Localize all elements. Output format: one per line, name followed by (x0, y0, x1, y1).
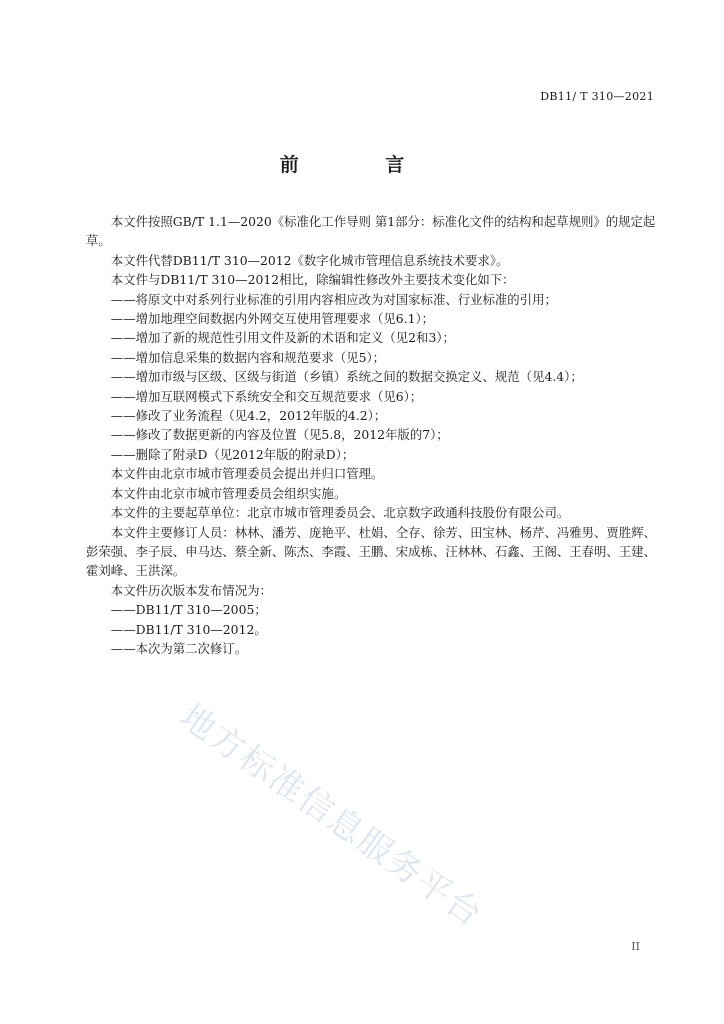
history-item: ——DB11/T 310—2005； (110, 602, 267, 618)
history-item: ——本次为第二次修订。 (110, 640, 248, 656)
paragraph-proposer: 本文件由北京市城市管理委员会提出并归口管理。 (110, 466, 384, 482)
paragraph-replaces: 本文件代替DB11/T 310—2012《数字化城市管理信息系统技术要求》。 (110, 252, 509, 268)
foreword-body (86, 212, 656, 658)
change-item: ——修改了业务流程（见4.2，2012年版的4.2）； (110, 408, 387, 424)
paragraph-drafting-units: 本文件的主要起草单位：北京市城市管理委员会、北京数字政通科技股份有限公司。 (110, 505, 570, 521)
paragraph-drafting-rules: 本文件按照GB/T 1.1—2020《标准化工作导则 第1部分：标准化文件的结构和起草规则》的规定起草。 (86, 214, 656, 249)
change-item: ——增加互联网模式下系统安全和交互规范要求（见6）； (110, 388, 423, 404)
history-item: ——DB11/T 310—2012。 (110, 621, 267, 637)
change-item: ——修改了数据更新的内容及位置（见5.8，2012年版的7）； (110, 427, 449, 443)
change-item: ——将原文中对系列行业标准的引用内容相应改为对国家标准、行业标准的引用； (110, 291, 557, 307)
paragraph-changes-intro: 本文件与DB11/T 310—2012相比，除编辑性修改外主要技术变化如下： (110, 272, 515, 288)
change-item: ——增加市级与区级、区级与街道（乡镇）系统之间的数据交换定义、规范（见4.4）； (110, 369, 583, 385)
paragraph-history-intro: 本文件历次版本发布情况为： (110, 582, 272, 598)
page-number: II (631, 940, 640, 953)
change-item: ——增加信息采集的数据内容和规范要求（见5）； (110, 349, 386, 365)
change-item: ——增加地理空间数据内外网交互使用管理要求（见6.1）； (110, 311, 435, 327)
standard-code: DB11/ T 310—2021 (540, 90, 654, 103)
watermark: 地方标准信息服务平台 (172, 696, 491, 936)
change-item: ——增加了新的规范性引用文件及新的术语和定义（见2和3）； (110, 330, 455, 346)
paragraph-revisers: 本文件主要修订人员：林林、潘芳、庞艳平、杜娟、仝存、徐芳、田宝林、杨芹、冯雅男、贾胜辉、彭荣强、李子辰、申马达、蔡全新、陈杰、李霞、王鹏、宋成栋、汪林林、石鑫、王阁、王春明、王建、霍刘峰、王洪深。 (86, 524, 656, 579)
change-item: ——删除了附录D（见2012年版的附录D）； (110, 446, 355, 462)
page-title: 前 言 (279, 154, 445, 176)
paragraph-implementer: 本文件由北京市城市管理委员会组织实施。 (110, 485, 347, 501)
